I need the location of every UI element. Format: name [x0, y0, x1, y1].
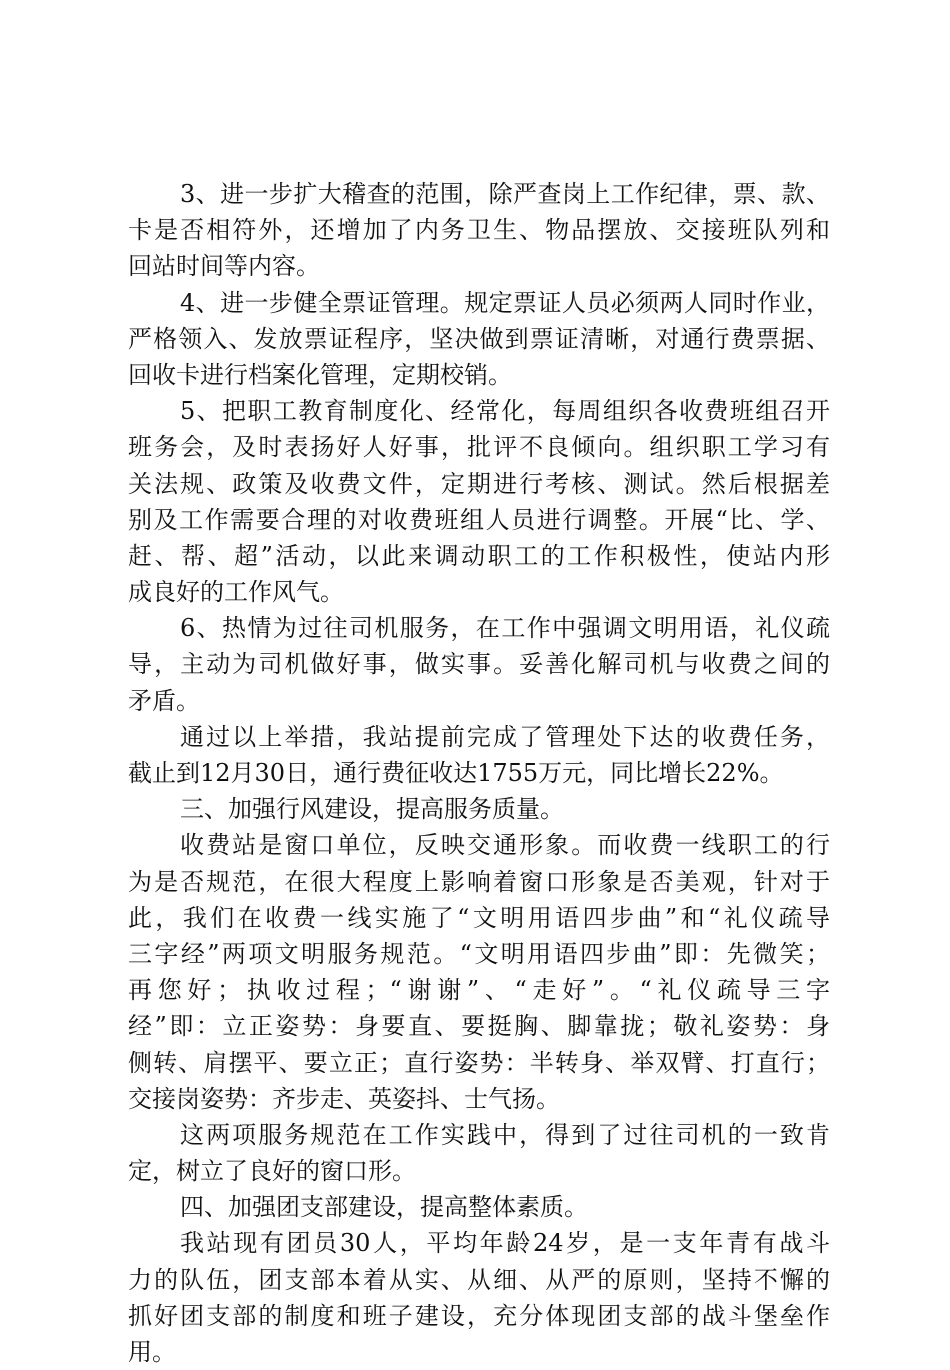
text-line: 截止到12月30日，通行费征收达1755万元，同比增长22%。 [128, 759, 784, 787]
text-line: 5、把职工教育制度化、经常化，每周组织各收费班组召开 [180, 397, 830, 426]
text-line: 通过以上举措，我站提前完成了管理处下达的收费任务， [180, 722, 830, 751]
text-line: 用。 [128, 1338, 176, 1366]
text-line: 定，树立了良好的窗口形。 [128, 1157, 416, 1186]
text-line: 回站时间等内容。 [128, 252, 320, 281]
text-line: 交接岗姿势：齐步走、英姿抖、士气扬。 [128, 1084, 560, 1113]
text-line: 关法规、政策及收费文件，定期进行考核、测试。然后根据差 [128, 469, 830, 498]
text-line: 再您好；执收过程；“谢谢”、“走好”。“礼仪疏导三字 [128, 976, 830, 1005]
text-line: 侧转、肩摆平、要立正；直行姿势：半转身、举双臂、打直行； [128, 1048, 830, 1077]
text-line: 收费站是窗口单位，反映交通形象。而收费一线职工的行 [180, 831, 830, 860]
text-line: 四、加强团支部建设，提高整体素质。 [180, 1193, 588, 1222]
text-line: 此，我们在收费一线实施了“文明用语四步曲”和“礼仪疏导 [128, 903, 830, 932]
text-line: 班务会，及时表扬好人好事，批评不良倾向。组织职工学习有 [128, 433, 830, 462]
text-line: 成良好的工作风气。 [128, 578, 344, 607]
text-line: 我站现有团员30人，平均年龄24岁，是一支年青有战斗 [180, 1229, 830, 1258]
document-body [128, 176, 830, 1370]
text-line: 回收卡进行档案化管理，定期校销。 [128, 360, 512, 389]
text-line: 经”即：立正姿势：身要直、要挺胸、脚靠拢；敬礼姿势：身 [128, 1012, 830, 1041]
text-line: 三、加强行风建设，提高服务质量。 [180, 795, 564, 824]
text-line: 别及工作需要合理的对收费班组人员进行调整。开展“比、学、 [128, 505, 830, 534]
text-line: 导，主动为司机做好事，做实事。妥善化解司机与收费之间的 [128, 650, 830, 679]
text-line: 抓好团支部的制度和班子建设，充分体现团支部的战斗堡垒作 [128, 1301, 830, 1330]
text-line: 矛盾。 [128, 686, 200, 715]
text-line: 赶、帮、超”活动，以此来调动职工的工作积极性，使站内形 [128, 541, 830, 570]
text-line: 4、进一步健全票证管理。规定票证人员必须两人同时作业， [180, 288, 830, 317]
text-line: 为是否规范，在很大程度上影响着窗口形象是否美观，针对于 [128, 867, 830, 896]
text-line: 力的队伍，团支部本着从实、从细、从严的原则，坚持不懈的 [128, 1265, 830, 1294]
text-line: 3、进一步扩大稽查的范围，除严查岗上工作纪律，票、款、 [180, 180, 830, 208]
text-line: 这两项服务规范在工作实践中，得到了过往司机的一致肯 [180, 1120, 830, 1149]
text-line: 卡是否相符外，还增加了内务卫生、物品摆放、交接班队列和 [128, 216, 830, 245]
text-line: 严格领入、发放票证程序，坚决做到票证清晰，对通行费票据、 [128, 324, 830, 353]
text-line: 6、热情为过往司机服务，在工作中强调文明用语，礼仪疏 [180, 614, 830, 643]
text-line: 三字经”两项文明服务规范。“文明用语四步曲”即：先微笑； [128, 939, 830, 968]
